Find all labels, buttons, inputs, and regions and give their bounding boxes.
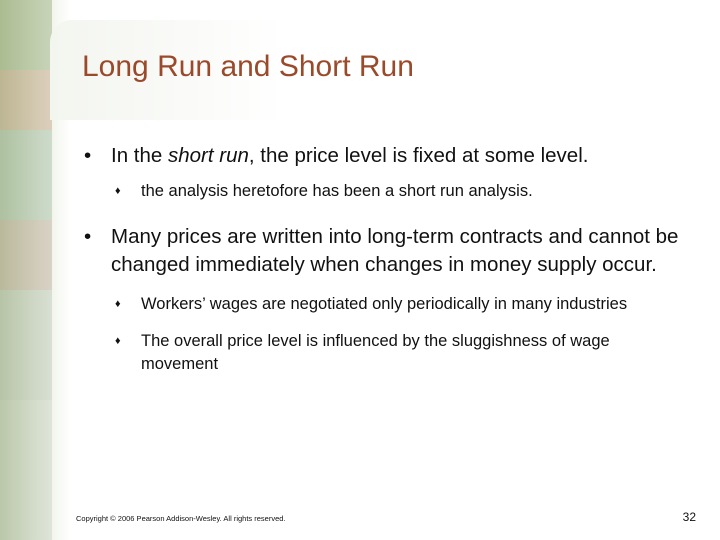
diamond-bullet-icon: ♦ (115, 185, 121, 197)
side-image-band (0, 220, 52, 290)
slide-content (82, 142, 682, 390)
sub-bullet-text: the analysis heretofore has been a short run analysis. (141, 182, 533, 200)
diamond-bullet-icon: ♦ (115, 335, 121, 347)
bullet-item (82, 142, 682, 170)
diamond-bullet-icon: ♦ (115, 298, 121, 310)
sub-bullet-item (82, 330, 682, 376)
bullet-icon: • (84, 144, 92, 167)
side-image-band (0, 290, 52, 400)
sub-bullet-item (82, 180, 682, 203)
sub-bullet-text: The overall price level is influenced by the sluggishness of wage movement (141, 332, 610, 373)
page-number: 32 (682, 510, 696, 524)
slide-title: Long Run and Short Run (82, 50, 414, 83)
bullet-emphasis: short run (168, 144, 249, 167)
bullet-icon: • (84, 225, 92, 248)
side-image-band (0, 400, 52, 540)
sub-bullet-text: Workers’ wages are negotiated only periodically in many industries (141, 295, 628, 313)
side-image-band (0, 70, 52, 130)
copyright-footer: Copyright © 2006 Pearson Addison-Wesley. All rights reserved. (76, 514, 286, 523)
side-image-band (0, 0, 52, 70)
bullet-text-part: In the (111, 144, 168, 167)
sub-bullet-item (82, 293, 682, 316)
bullet-text: Many prices are written into long-term contracts and cannot be changed immediately when changes in money supply occur. (111, 225, 679, 276)
bullet-text-part: , the price level is fixed at some level. (248, 144, 589, 167)
side-image-band (0, 130, 52, 220)
bullet-item (82, 223, 682, 279)
